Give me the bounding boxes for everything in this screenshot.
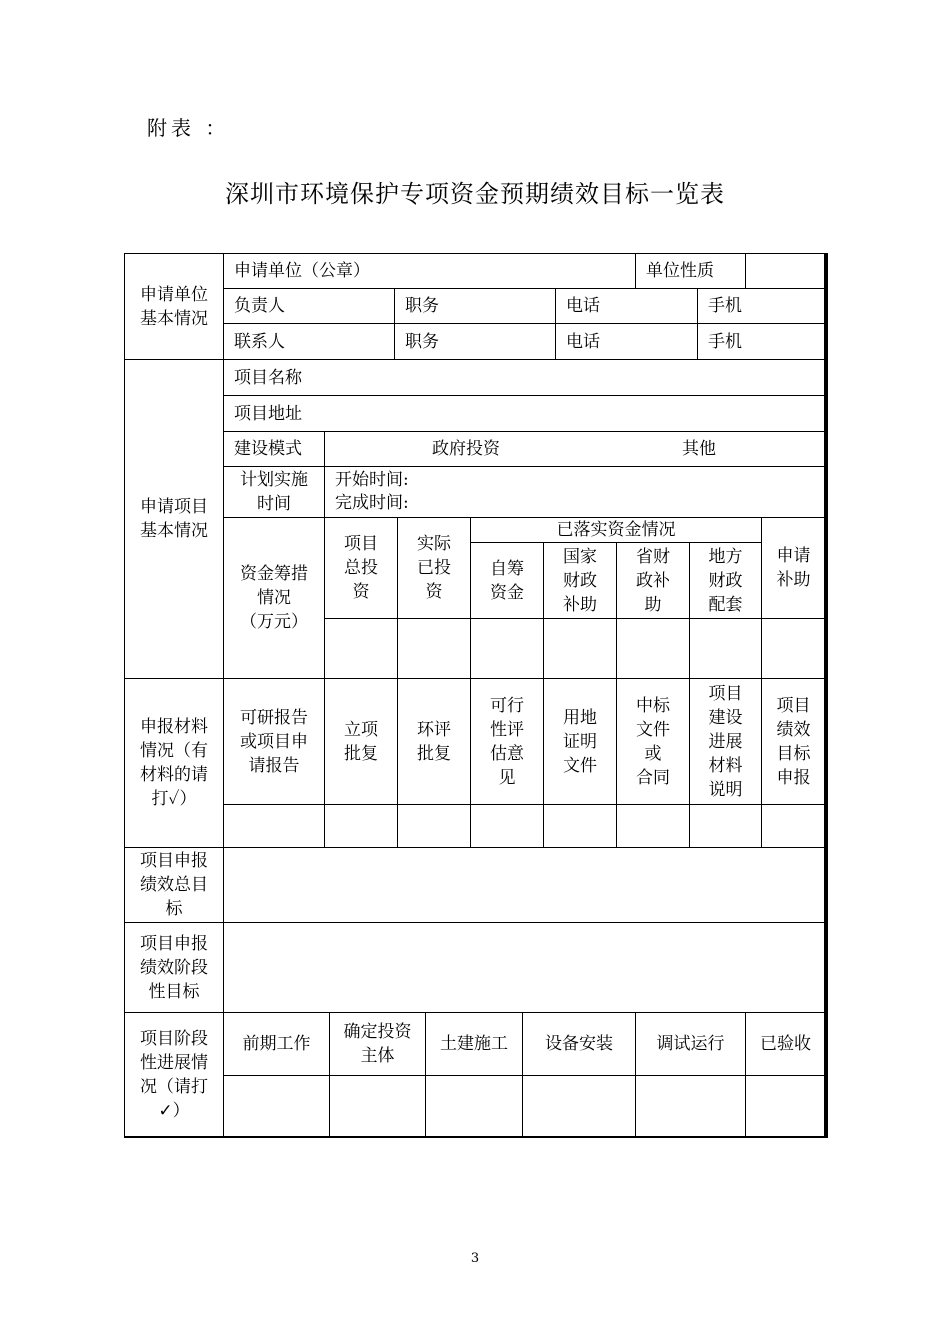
stage-accepted: 已验收 xyxy=(745,1012,826,1076)
build-mode-options xyxy=(324,431,826,467)
check-commissioning[interactable] xyxy=(635,1075,746,1138)
stage-goal-label: 项目申报 绩效阶段 性目标 xyxy=(124,922,224,1013)
subsidy-request-value[interactable] xyxy=(761,618,826,679)
stage-civil-construction: 土建施工 xyxy=(425,1012,523,1076)
project-section-label: 申请项目 基本情况 xyxy=(124,359,224,679)
material-feasibility-assessment: 可行 性评 估意 见 xyxy=(470,678,544,805)
person-in-charge-mobile-field[interactable]: 手机 xyxy=(697,288,826,324)
actual-investment-header: 实际 已投 资 xyxy=(397,517,471,619)
stage-investor-determined: 确定投资 主体 xyxy=(329,1012,426,1076)
check-eia-approval[interactable] xyxy=(397,804,471,848)
stage-goal-field[interactable] xyxy=(223,922,826,1013)
check-land-certificate[interactable] xyxy=(543,804,617,848)
unit-nature-label: 单位性质 xyxy=(635,253,746,289)
form-title: 深圳市环境保护专项资金预期绩效目标一览表 xyxy=(225,180,725,208)
contact-phone-field[interactable]: 电话 xyxy=(555,323,698,360)
target-form-table xyxy=(124,253,825,1137)
plan-time-field[interactable]: 开始时间: 完成时间: xyxy=(324,466,826,518)
material-eia-approval: 环评 批复 xyxy=(397,678,471,805)
progress-section-label: 项目阶段 性进展情 况（请打 ✓） xyxy=(124,1012,224,1138)
national-subsidy-value[interactable] xyxy=(543,618,617,679)
contact-mobile-field[interactable]: 手机 xyxy=(697,323,826,360)
check-project-approval[interactable] xyxy=(324,804,398,848)
person-in-charge-duty-field[interactable]: 职务 xyxy=(394,288,556,324)
secured-provincial-subsidy-header: 省财 政补 助 xyxy=(616,542,690,619)
material-feasibility-report: 可研报告 或项目申 请报告 xyxy=(223,678,325,805)
contact-person-field[interactable]: 联系人 xyxy=(223,323,395,360)
total-investment-value[interactable] xyxy=(324,618,398,679)
material-progress-description: 项目 建设 进展 材料 说明 xyxy=(689,678,762,805)
subsidy-request-header: 申请 补助 xyxy=(761,517,826,619)
person-in-charge-field[interactable]: 负责人 xyxy=(223,288,395,324)
check-investor-determined[interactable] xyxy=(329,1075,426,1138)
project-name-field[interactable]: 项目名称 xyxy=(223,359,826,396)
material-project-approval: 立项 批复 xyxy=(324,678,398,805)
applicant-section-label: 申请单位 基本情况 xyxy=(124,253,224,360)
unit-nature-field[interactable] xyxy=(745,253,826,289)
check-bid-contract[interactable] xyxy=(616,804,690,848)
material-performance-declaration: 项目 绩效 目标 申报 xyxy=(761,678,826,805)
applicant-unit-field[interactable]: 申请单位（公章） xyxy=(223,253,636,289)
project-address-field[interactable]: 项目地址 xyxy=(223,395,826,432)
funding-label: 资金筹措 情况 （万元） xyxy=(223,517,325,679)
check-feasibility-assessment[interactable] xyxy=(470,804,544,848)
material-land-certificate: 用地 证明 文件 xyxy=(543,678,617,805)
plan-time-label: 计划实施 时间 xyxy=(223,466,325,518)
check-progress-description[interactable] xyxy=(689,804,762,848)
page-number: 3 xyxy=(470,1251,480,1266)
secured-self-raised-header: 自筹 资金 xyxy=(470,542,544,619)
check-civil-construction[interactable] xyxy=(425,1075,523,1138)
secured-national-subsidy-header: 国家 财政 补助 xyxy=(543,542,617,619)
actual-investment-value[interactable] xyxy=(397,618,471,679)
materials-section-label: 申报材料 情况（有 材料的请 打✓） xyxy=(124,678,224,848)
self-raised-value[interactable] xyxy=(470,618,544,679)
mode-option-other[interactable]: 其他 xyxy=(682,439,716,459)
check-performance-declaration[interactable] xyxy=(761,804,826,848)
overall-goal-label: 项目申报 绩效总目 标 xyxy=(124,847,224,923)
stage-commissioning: 调试运行 xyxy=(635,1012,746,1076)
secured-funds-header: 已落实资金情况 xyxy=(470,517,762,543)
contact-duty-field[interactable]: 职务 xyxy=(394,323,556,360)
check-equipment-installation[interactable] xyxy=(522,1075,636,1138)
check-feasibility-report[interactable] xyxy=(223,804,325,848)
total-investment-header: 项目 总投 资 xyxy=(324,517,398,619)
mode-option-government[interactable]: 政府投资 xyxy=(432,439,500,459)
person-in-charge-phone-field[interactable]: 电话 xyxy=(555,288,698,324)
check-accepted[interactable] xyxy=(745,1075,826,1138)
provincial-subsidy-value[interactable] xyxy=(616,618,690,679)
check-preliminary-work[interactable] xyxy=(223,1075,330,1138)
build-mode-label: 建设模式 xyxy=(223,431,325,467)
secured-local-matching-header: 地方 财政 配套 xyxy=(689,542,762,619)
material-bid-contract: 中标 文件 或 合同 xyxy=(616,678,690,805)
local-matching-value[interactable] xyxy=(689,618,762,679)
overall-goal-field[interactable] xyxy=(223,847,826,923)
appendix-label: 附表 ： xyxy=(147,116,230,140)
stage-equipment-installation: 设备安装 xyxy=(522,1012,636,1076)
stage-preliminary-work: 前期工作 xyxy=(223,1012,330,1076)
